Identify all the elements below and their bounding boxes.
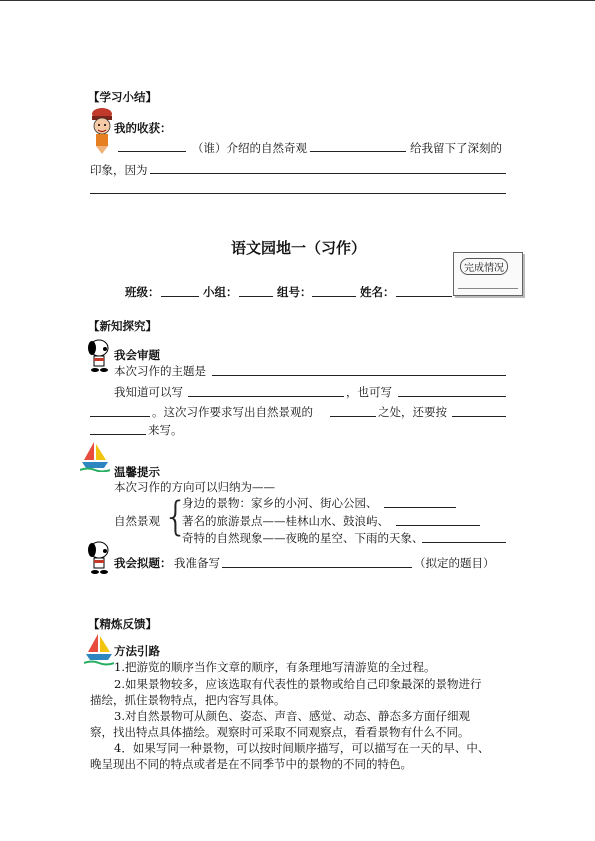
method-p4a: 4．如果写同一种景物，可以按时间顺序描写，可以描写在一天的早、中、 [114,741,490,755]
tips-intro: 本次习作的方向可以归纳为—— [114,480,275,494]
stamp-label: 完成情况 [460,258,508,275]
method-p3a: 3.对自然景物可从颜色、姿态、声音、感觉、动态、静态多方面仔细观 [114,709,470,723]
class-label: 班级： [125,285,160,299]
summary-line1-a: （谁）介绍的自然奇观 [192,141,307,155]
top-rule [0,0,595,1]
group-label: 小组： [203,285,238,299]
require-blank-4[interactable] [90,434,146,435]
require-blank-3[interactable] [452,416,506,417]
scene-item-1: 身边的景物：家乡的小河、街心公园、 [182,496,378,510]
require-a: 。这次习作要求写出自然景观的 [152,405,313,419]
summary-heading: 【学习小结】 [88,90,157,104]
summary-line1-b: 给我留下了深刻的 [410,141,502,155]
group-field[interactable] [239,296,273,297]
title-note: （拟定的题目） [414,556,495,570]
can-write-blank-2[interactable] [398,396,506,397]
title-label: 我会拟题： [114,556,172,570]
can-write-blank-1[interactable] [188,396,344,397]
can-write-a: 我知道可以写 [114,385,183,399]
method-label: 方法引路 [114,644,160,658]
feedback-heading: 【精炼反馈】 [88,617,157,631]
lesson-title: 语文园地一（习作） [231,239,367,257]
topic-label: 我会审题 [114,348,160,362]
method-p4b: 晚呈现出不同的特点或者是在不同季节中的景物的不同的特色。 [90,757,412,771]
summary-line2: 印象，因为 [90,163,148,177]
wonder-blank[interactable] [310,151,406,152]
completion-stamp [453,252,523,296]
topic-line: 本次习作的主题是 [114,364,206,378]
scene-item-2: 著名的旅游景点——桂林山水、鼓浪屿、 [182,514,389,528]
reason-blank-2[interactable] [90,193,506,194]
harvest-label: 我的收获： [114,121,172,135]
method-p3b: 察，找出特点具体描绘。观察时可采取不同观察点，看看景物有什么不同。 [90,725,470,739]
topic-blank[interactable] [212,375,506,376]
require-c: 来写。 [148,423,183,437]
group-no-label: 组号： [277,285,312,299]
name-field[interactable] [396,296,452,297]
scene-brace: { [163,494,189,540]
snoopy-mascot-icon-2 [84,540,114,576]
can-write-b: ，也可写 [346,385,392,399]
sailboat-icon [80,440,110,472]
scene-item-3: 奇特的自然现象——夜晚的星空、下雨的天象、 [182,531,424,545]
sailboat-icon-2 [84,632,114,666]
pencil-mascot-icon [86,104,116,154]
title-text: 我准备写 [174,556,220,570]
class-field[interactable] [161,296,199,297]
method-p2a: 2.如果景物较多，应该选取有代表性的景物或给自己印象最深的景物进行 [114,677,482,691]
name-label: 姓名： [360,285,395,299]
who-blank[interactable] [118,151,186,152]
require-blank-2[interactable] [330,416,376,417]
title-blank[interactable] [222,567,412,568]
reason-blank-1[interactable] [150,173,506,174]
method-p1: 1.把游览的顺序当作文章的顺序，有条理地写清游览的全过程。 [114,660,436,674]
method-p2b: 描绘，抓住景物特点，把内容写具体。 [90,693,286,707]
require-blank-1[interactable] [90,416,150,417]
tips-label: 温馨提示 [114,465,160,479]
scene-blank-3[interactable] [422,542,506,543]
require-b: 之处，还要按 [378,405,447,419]
snoopy-mascot-icon [84,338,114,374]
scene-blank-2[interactable] [396,525,480,526]
explore-heading: 【新知探究】 [88,319,157,333]
scene-label: 自然景观 [114,514,160,528]
group-no-field[interactable] [312,296,356,297]
scene-blank-1[interactable] [384,507,456,508]
